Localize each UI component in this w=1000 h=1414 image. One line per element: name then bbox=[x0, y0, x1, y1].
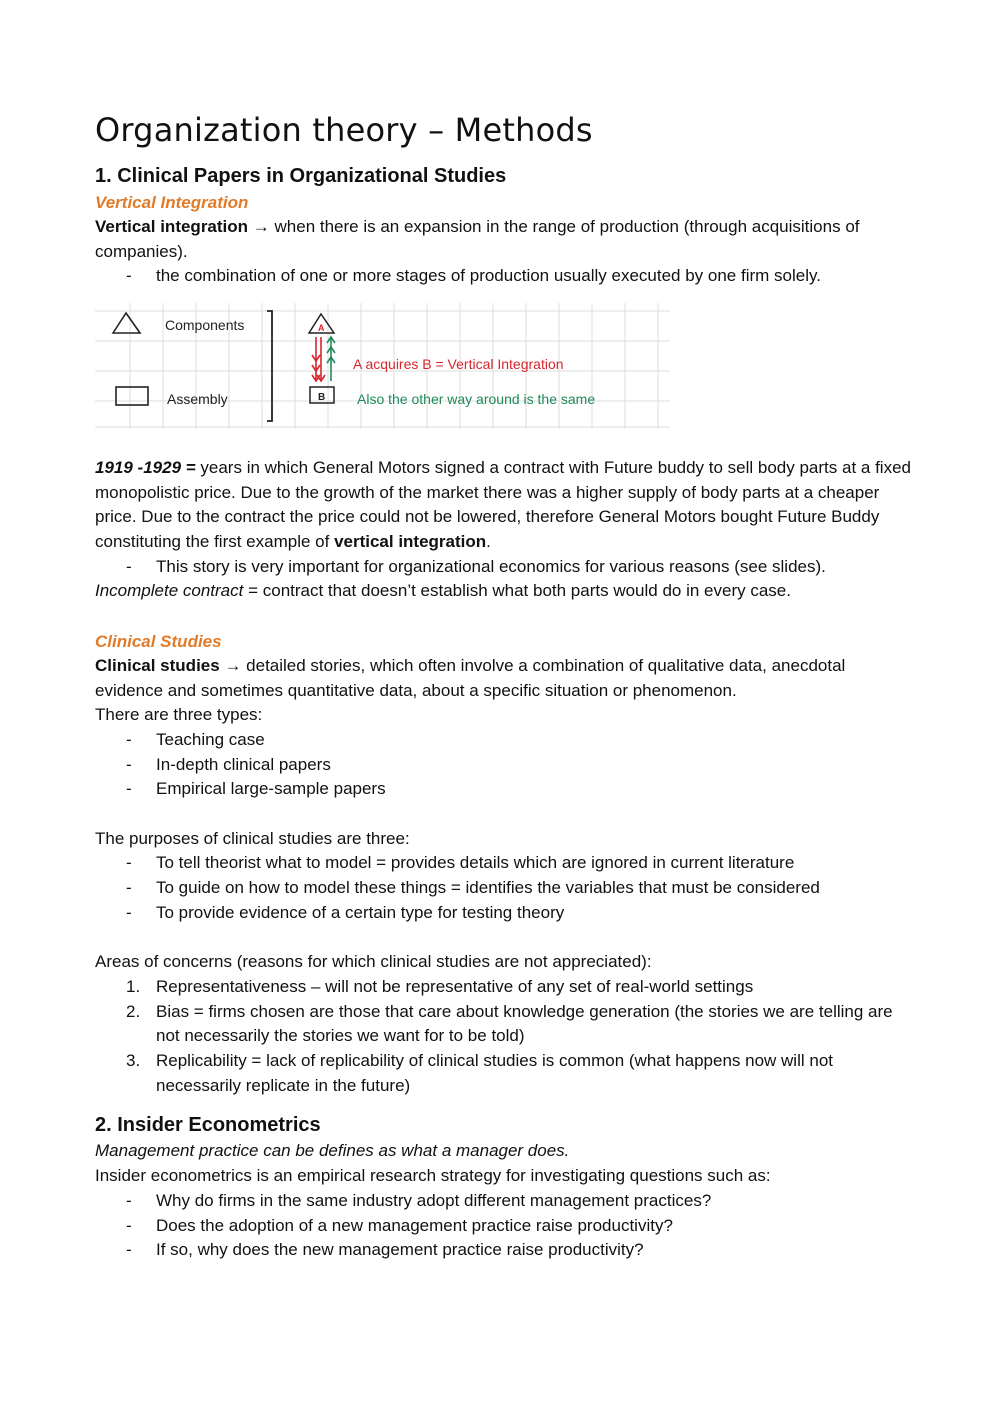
red-note: A acquires B = Vertical Integration bbox=[353, 355, 564, 372]
list-item: - To provide evidence of a certain type for testing theory bbox=[126, 902, 565, 922]
term: Incomplete contract bbox=[95, 581, 244, 601]
list-item: - Why do firms in the same industry adopt different management practices? bbox=[126, 1190, 712, 1210]
arrow-icon: → bbox=[224, 655, 242, 675]
gm-bullets bbox=[95, 555, 915, 580]
triangle-letter: A bbox=[318, 322, 325, 333]
square-icon bbox=[116, 387, 148, 405]
subheading-vertical-integration: Vertical Integration bbox=[95, 192, 249, 212]
divider-bracket bbox=[267, 311, 272, 421]
insider-intro: Insider econometrics is an empirical research strategy for investigating questions such as: bbox=[95, 1166, 771, 1186]
list-item: - This story is very important for organizational economics for various reasons (see slides). bbox=[126, 556, 826, 576]
list-item: - To guide on how to model these things = identifies the variables that must be considered bbox=[126, 878, 820, 898]
red-arrows-icon bbox=[312, 337, 325, 381]
list-item: - Empirical large-sample papers bbox=[126, 779, 386, 799]
term: Vertical integration bbox=[95, 216, 249, 236]
components-label: Components bbox=[165, 316, 245, 333]
assembly-label: Assembly bbox=[167, 390, 228, 407]
box-letter: B bbox=[318, 391, 326, 403]
types-intro: There are three types: bbox=[95, 705, 263, 725]
section-heading-clinical-papers: 1. Clinical Papers in Organizational Studies bbox=[95, 164, 507, 187]
vertical-integration-sketch bbox=[95, 303, 670, 429]
list-item: - Teaching case bbox=[126, 729, 265, 749]
list-item: 1. Representativeness – will not be representative of any set of real-world settings bbox=[126, 976, 754, 996]
triangle-icon bbox=[113, 313, 140, 333]
vi-bullets bbox=[95, 264, 915, 289]
list-item: 2. Bias = firms chosen are those that care about knowledge generation (the stories we are telling are not necessarily the stories we want for to be told) bbox=[126, 1001, 893, 1046]
concerns-intro: Areas of concerns (reasons for which clinical studies are not appreciated): bbox=[95, 952, 652, 972]
purposes-intro: The purposes of clinical studies are three: bbox=[95, 828, 410, 848]
list-item: - If so, why does the new management practice raise productivity? bbox=[126, 1240, 644, 1260]
list-item: 3. Replicability = lack of replicability of clinical studies is common (what happens now will not necessarily replicate in the future) bbox=[126, 1051, 833, 1095]
gm-paragraph: 1919 -1929 = years in which General Motors signed a contract with Future buddy to sell body parts at a fixed monopolistic price. Due to the growth of the market there was a higher supply of body parts at a cheaper price. Due to the contract the price could not be lowered, therefore General Motors bought Future Buddy constituting the first example of vertical integration. bbox=[95, 457, 911, 552]
types-list bbox=[95, 728, 915, 802]
list-item: - the combination of one or more stages of production usually executed by one firm solely. bbox=[126, 266, 821, 286]
list-item: - Does the adoption of a new management practice raise productivity? bbox=[126, 1215, 673, 1235]
vertical-integration-definition: Vertical integration → when there is an expansion in the range of production (through acquisitions of companies). bbox=[95, 216, 860, 261]
questions-list bbox=[95, 1189, 915, 1263]
section-heading-insider-econometrics: 2. Insider Econometrics bbox=[95, 1114, 321, 1137]
incomplete-contract-definition: Incomplete contract = contract that doesn’t establish what both parts would do in every case. bbox=[95, 581, 791, 601]
subheading-clinical-studies: Clinical Studies bbox=[95, 631, 222, 651]
term: Clinical studies bbox=[95, 655, 220, 675]
gm-date: 1919 -1929 = bbox=[95, 457, 196, 477]
bold-term: vertical integration bbox=[334, 532, 487, 552]
clinical-studies-definition: Clinical studies → detailed stories, which often involve a combination of qualitative data, anecdotal evidence and sometimes quantitative data, about a specific situation or phenomenon. bbox=[95, 655, 846, 700]
list-item: - In-depth clinical papers bbox=[126, 754, 331, 774]
green-note: Also the other way around is the same bbox=[357, 390, 596, 407]
list-item: - To tell theorist what to model = provides details which are ignored in current literature bbox=[126, 853, 795, 873]
management-practice-line: Management practice can be defines as what a manager does. bbox=[95, 1141, 570, 1161]
document-page bbox=[95, 112, 915, 1263]
concerns-list bbox=[95, 975, 915, 1099]
arrow-icon: → bbox=[252, 216, 270, 236]
purposes-list bbox=[95, 851, 915, 925]
page-title: Organization theory – Methods bbox=[95, 111, 593, 149]
